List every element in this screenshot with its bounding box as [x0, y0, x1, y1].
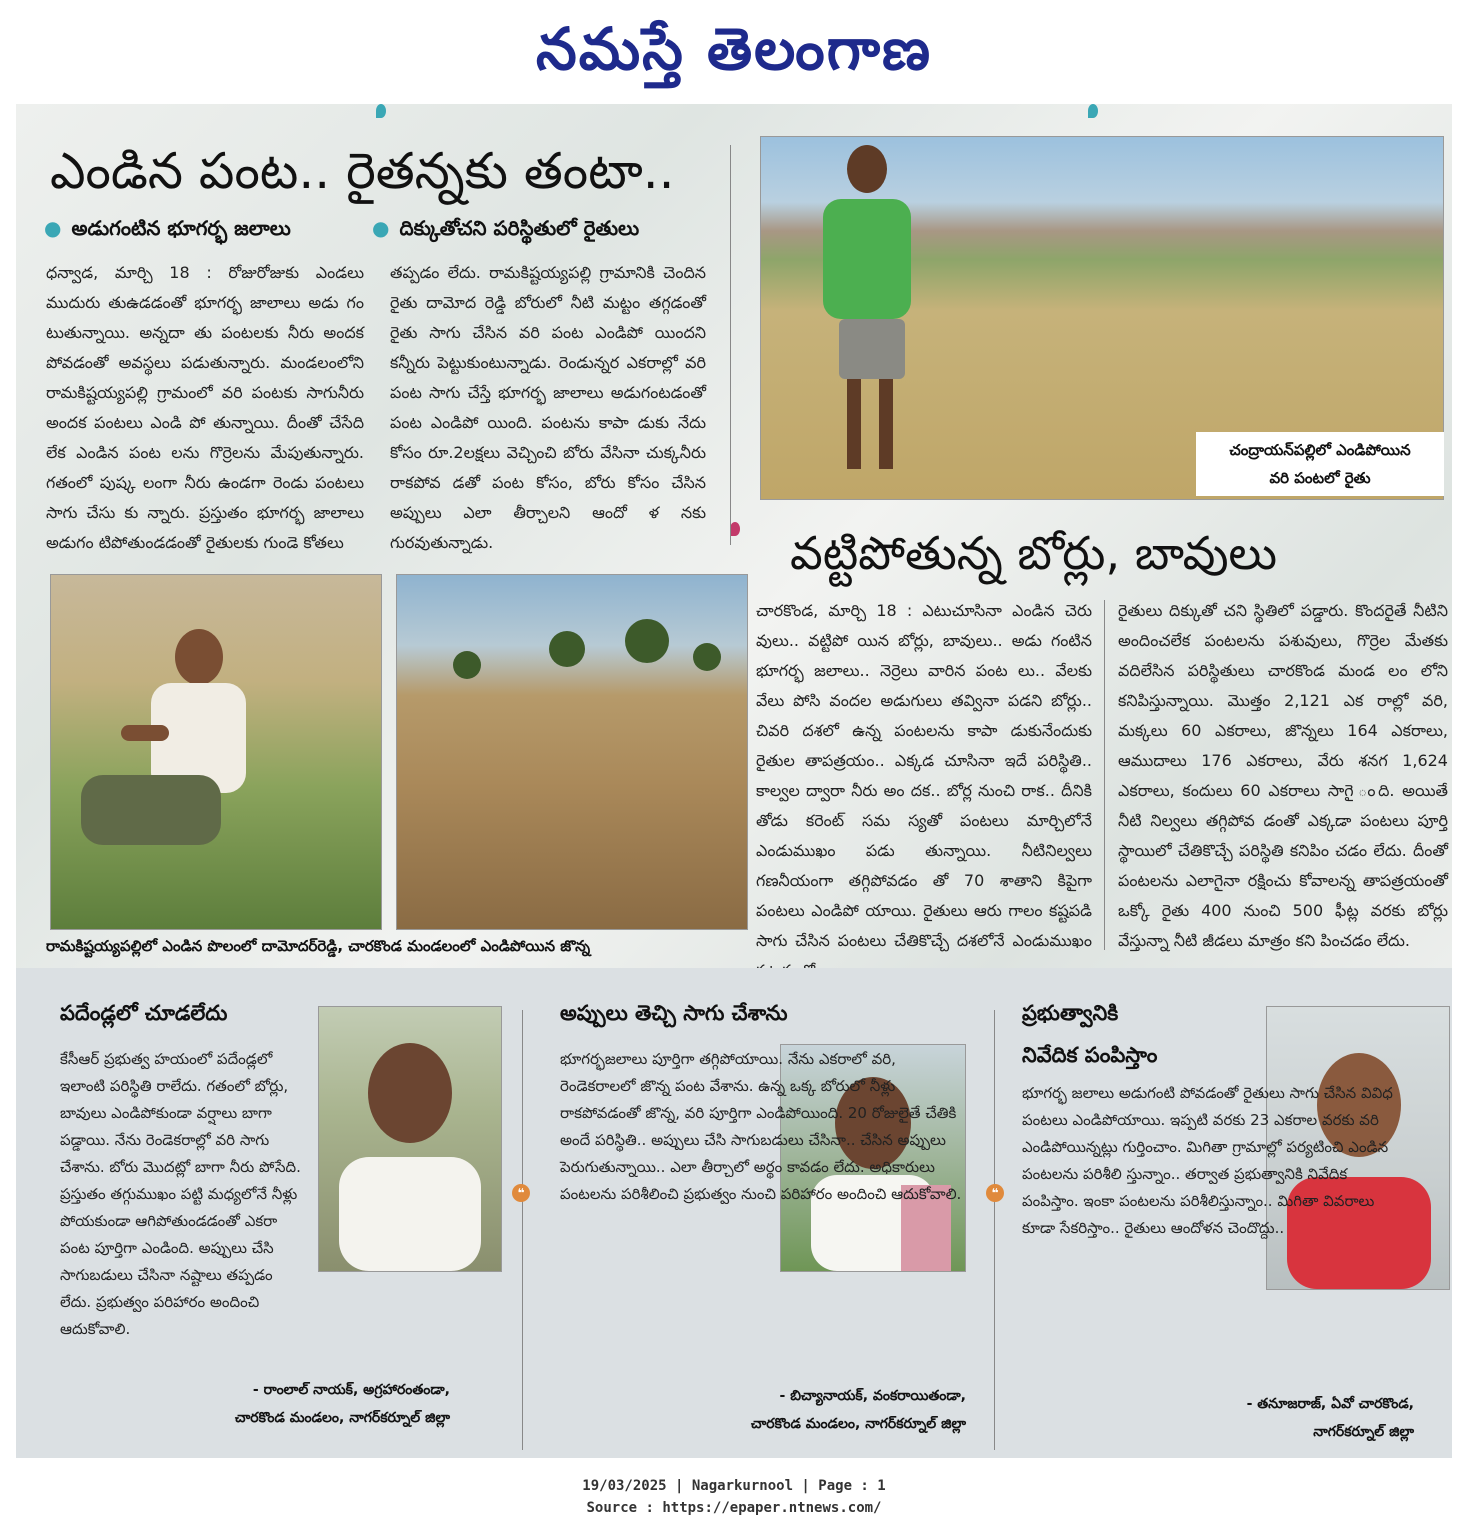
photo-farmer-damodar — [50, 574, 382, 930]
quote-icon: ❝ — [512, 1184, 530, 1202]
quote-icon: ❝ — [986, 1184, 1004, 1202]
article2-column-1 — [756, 596, 1092, 958]
article2-column-2 — [1118, 596, 1448, 958]
credit-line: - తనూజరాజ్, ఏవో చారకొండ, — [1246, 1396, 1414, 1412]
masthead-logo: నమస్తే తెలంగాణ — [536, 15, 932, 83]
heading-line: నివేదిక పంపిస్తాం — [1022, 1043, 1158, 1067]
heading-line: ప్రభుత్వానికి — [1022, 1001, 1119, 1025]
article1-bullet-2 — [372, 216, 639, 245]
column-divider — [730, 145, 731, 545]
bullet-text: అడుగంటిన భూగర్భ జలాలు — [71, 216, 291, 240]
drop-ornament — [730, 522, 740, 536]
article1-photo-caption: రామకిష్టయ్యపల్లిలో ఎండిన పొలంలో దామోదర్‌రెడ్డి, చారకొండ మండలంలో ఎండిపోయిన జొన్న — [46, 937, 591, 955]
caption-line: వరి పంటలో రైతు — [1269, 469, 1371, 487]
box1-heading: పదేండ్లలో చూడలేదు — [60, 1001, 228, 1025]
quote-text: కేసీఆర్ ప్రభుత్వ హయంలో పదేండ్లలో ఇలాంటి పరిస్థితి రాలేదు. గతంలో బోర్లు, బావులు ఎండిపోకుండా వర్షాలు బాగా పడ్డాయి. నేను రెండెకరాల్లో వరి సాగు చేశాను. బోరు మొదట్లో బాగా నీరు పోసేది. ప్రస్తుతం తగ్గుముఖం పట్టి మధ్యలోనే నీళ్లు పోయకుండా ఆగిపోతుండడంతో ఎకరా పంట పూర్తిగా ఎండింది. అప్పులు చేసి సాగుబడులు చేసినా నష్టాలు తప్పడం లేదు. ప్రభుత్వం పరిహారం అందించి ఆదుకోవాలి. — [60, 1050, 301, 1338]
article1-headline: ఎండిన పంట.. రైతన్నకు తంటా.. — [50, 142, 675, 200]
box2-credit — [640, 1382, 966, 1438]
photo-ramlal-nayak — [318, 1006, 502, 1272]
article2-photo-caption — [1196, 432, 1444, 496]
box-divider — [522, 1010, 523, 1450]
credit-line: - బిచ్యానాయక్, వంకరాయితండా, — [779, 1388, 966, 1404]
box1-credit — [140, 1376, 450, 1432]
article1-column-2 — [390, 258, 706, 566]
credit-line: చారకొండ మండలం, నాగర్‌కర్నూల్ జిల్లా — [750, 1416, 966, 1432]
box-divider — [994, 1010, 995, 1450]
photo-dried-jowar-field — [396, 574, 748, 930]
drop-ornament — [1088, 104, 1098, 118]
column-divider — [1104, 600, 1105, 950]
article1-bullet-1 — [44, 216, 291, 245]
credit-line: చారకొండ మండలం, నాగర్‌కర్నూల్ జిల్లా — [234, 1410, 450, 1426]
bullet-text: దిక్కుతోచని పరిస్థితులో రైతులు — [399, 216, 640, 240]
farmer-figure-icon — [51, 575, 381, 929]
box2-text — [560, 1046, 970, 1374]
trees-icon — [397, 575, 747, 929]
box3-text — [1022, 1080, 1402, 1386]
bullet-dot-icon: ● — [44, 216, 62, 240]
credit-line: నాగర్‌కర్నూల్ జిల్లా — [1313, 1424, 1414, 1440]
man-portrait-icon — [319, 1007, 501, 1271]
article-text: రైతులు దిక్కుతో చని స్థితిలో పడ్డారు. కొందరైతే నీటిని అందించలేక పంటలను పశువులు, గొర్రెల మేతకు వదిలేసిన పరిస్థితులు చారకొండ మండ లం లోని కనిపిస్తున్నాయి. మొత్తం 2,121 ఎక రాల్లో వరి, మక్కలు 60 ఎకరాలు, జొన్నలు 164 ఎకరాలు, ఆముదాలు 176 ఎకరాలు, వేరు శనగ 1,624 ఎకరాలు, కందులు 60 ఎకరాలు సాగై ంది. అయితే నీటి నిల్వలు తగ్గిపోవ డంతో ఎక్కడా పంటలు పూర్తి స్థాయిలో చేతికొచ్చే పరిస్థితి కనిపిం చడం లేదు. దీంతో పంటలను ఎలాగైనా రక్షించు కోవాలన్న తాపత్రయంతో ఒక్కో రైతు 400 నుంచి 500 ఫీట్ల వరకు బోర్లు వేస్తున్నా నీటి జీడలు మాత్రం కని పించడం లేదు. — [1118, 601, 1448, 950]
box3-heading — [1022, 996, 1157, 1072]
drop-ornament — [376, 104, 386, 118]
bullet-dot-icon: ● — [372, 216, 390, 240]
credit-line: - రాంలాల్ నాయక్, అగ్రహారంతండా, — [252, 1382, 450, 1398]
article-text: ధన్వాడ, మార్చి 18 : రోజురోజుకు ఎండలు ముదురు తుఉడడంతో భూగర్భ జాలాలు అడు గం టుతున్నాయి. అన్నదా తు పంటలకు నీరు అందక పోవడంతో అవస్థలు పడుతున్నారు. మండలంలోని రామకిష్టయ్యపల్లి గ్రామంలో వరి పంటకు సాగునీరు అందక పంటలు ఎండి పో తున్నాయి. దీంతో చేసేది లేక ఎండిన పంట లను గొర్రెలను మేపుతున్నారు. గతంలో పుష్క లంగా నీరు ఉండగా రెండు పంటలు సాగు చేసు కు న్నారు. ప్రస్తుతం భూగర్భ జాలాలు అడుగం టిపోతుండడంతో రైతులకు గుండె కోతలు — [46, 263, 364, 552]
article-text: చారకొండ, మార్చి 18 : ఎటుచూసినా ఎండిన చెరు వులు.. వట్టిపో యిన బోర్లు, బావులు.. అడు గంటిన భూగర్భ జలాలు.. నెర్రెలు వారిన పంట లు.. వేలకు వేలు పోసి వందల అడుగులు తవ్వినా పడని బోర్లు.. చివరి దశలో ఉన్న పంటలను కాపా డుకునేందుకు రైతుల తాపత్రయం.. ఎక్కడ చూసినా ఇదే పరిస్థితి.. కాల్వల ద్వారా నీరు అం దక.. బోర్ల నుంచి రాక.. దీనికి తోడు కరెంట్ సమ స్యతో పంటలు మార్చిలోనే ఎండుముఖం పడు తున్నాయి. నీటినిల్వలు గణనీయంగా తగ్గిపోవడం తో 70 శాతాని కిపైగా పంటలు ఎండిపో యాయి. రైతులు ఆరు గాలం కష్టపడి సాగు చేసిన పంటలు చేతికొచ్చే దశలోనే ఎండుముఖం — [756, 601, 1092, 950]
footer-source: Source : https://epaper.ntnews.com/ — [586, 1500, 882, 1516]
box1-text-upper — [60, 1046, 308, 1428]
quote-text: భూగర్భ జలాలు అడుగంటి పోవడంతో రైతులు సాగు చేసిన వివిధ పంటలు ఎండిపోయాయి. ఇప్పటి వరకు 23 ఎకరాల వరకు వరి ఎండిపోయిన్నట్లు గుర్తించాం. మిగితా గ్రామాల్లో పర్యటించి ఎండిన పంటలను పరిశీలి స్తున్నాం.. తర్వాత ప్రభుత్వానికి నివేదిక పంపిస్తాం. ఇంకా పంటలను పరిశీలిస్తున్నాం.. మిగితా వివరాలు కూడా సేకరిస్తాం.. రైతులు ఆందోళన చెందొద్దు.. — [1022, 1084, 1393, 1237]
quote-text: భూగర్భజలాలు పూర్తిగా తగ్గిపోయాయి. నేను ఎకరాలో వరి, రెండెకరాలలో జొన్న పంట వేశాను. ఉన్న ఒక్క బోరులో నీళ్లు రాకపోవడంతో జొన్న, వరి పూర్తిగా ఎండిపోయింది. 20 రోజులైతే చేతికి అందే పరిస్థితి.. అప్పులు చేసి సాగుబడులు చేసినా.. చేసిన అప్పులు పెరుగుతున్నాయి.. ఎలా తీర్చాలో అర్థం కావడం లేదు. అధికారులు పంటలను పరిశీలించి ప్రభుత్వం నుంచి పరిహారం అందించి ఆదుకోవాలి. — [560, 1050, 962, 1203]
box3-credit — [1120, 1390, 1414, 1446]
article-text: తప్పడం లేదు. రామకిష్టయ్యపల్లి గ్రామానికి చెందిన రైతు దామోద రెడ్డి బోరులో నీటి మట్టం తగ్గడంతో రైతు సాగు చేసిన వరి పంట ఎండిపో యిందని కన్నీరు పెట్టుకుంటున్నాడు. రెండున్నర ఎకరాల్లో వరి పంట సాగు చేస్తే భూగర్భ జాలాలు అడుగంటడంతో పంట ఎండిపో యింది. పంటను కాపా డుకు నేదు కోసం రూ.2లక్షలు వెచ్చించి బోరు వేసినా చుక్కనీరు రాకపోవ డతో పంట కోసం, బోరు కోసం చేసిన అప్పులు ఎలా తీర్చాలని ఆందో ళ నకు గురవుతున్నాడు. — [390, 263, 706, 552]
box2-heading: అప్పులు తెచ్చి సాగు చేశాను — [560, 1001, 788, 1025]
caption-line: చంద్రాయన్‌పల్లిలో ఎండిపోయిన — [1229, 441, 1411, 459]
article1-column-1 — [46, 258, 364, 566]
footer-date-page: 19/03/2025 | Nagarkurnool | Page : 1 — [582, 1478, 886, 1494]
article2-headline: వట్టిపోతున్న బోర్లు, బావులు — [790, 526, 1278, 580]
